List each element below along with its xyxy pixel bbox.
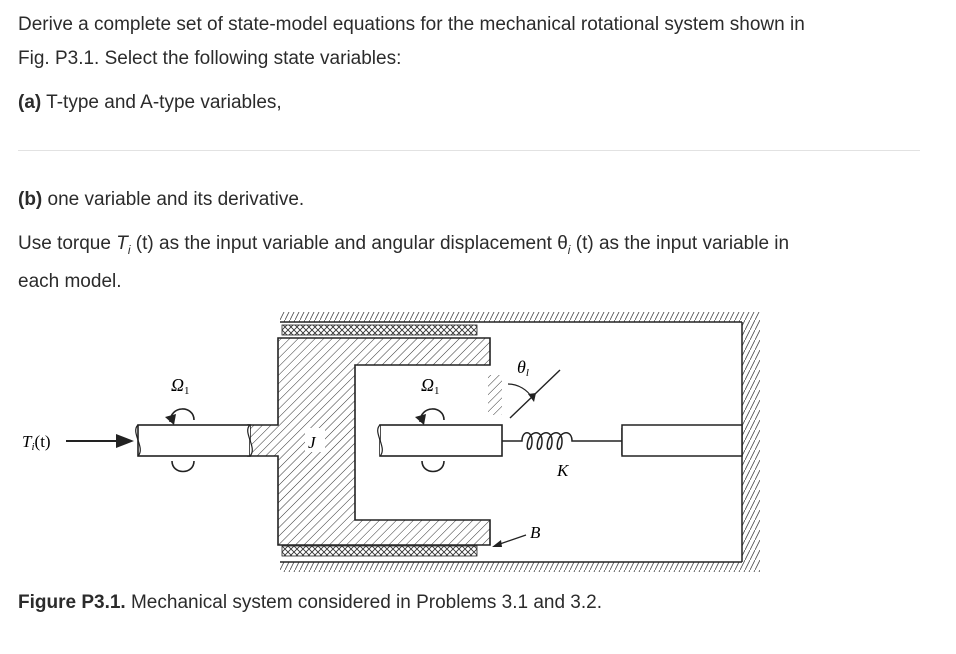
input-variable-statement-end: each model.: [18, 271, 122, 292]
torque-label: Ti(t): [22, 432, 51, 453]
omega-right-label: Ω1: [421, 375, 440, 397]
spring-K-label: K: [557, 461, 569, 480]
torque-arrow-head: [116, 434, 134, 448]
omega-left-arrow-bottom: [172, 461, 194, 472]
part-b-text: one variable and its derivative.: [42, 189, 305, 210]
theta-wall: [488, 375, 502, 415]
figure-caption-text: Mechanical system considered in Problems 3.1 and 3.2.: [125, 592, 603, 613]
omega-right-arrow-bottom: [422, 461, 444, 472]
bearing-bottom: [282, 546, 477, 556]
input-variable-statement: Use torque $T_i$ (t) as the input variable and angular displacement $\theta_i$ (t) as the input variable in: [18, 233, 790, 257]
spring-K: [502, 433, 622, 450]
ground-top: [280, 312, 760, 322]
part-a-text: T-type and A-type variables,: [41, 92, 282, 113]
ground-bottom: [280, 562, 760, 572]
figure-caption: [18, 592, 602, 614]
bearing-top: [282, 325, 477, 335]
problem-line-1: Derive a complete set of state-model equations for the mechanical rotational system shown in: [18, 14, 805, 35]
theta-label: θl: [517, 357, 529, 379]
inner-shaft: [380, 425, 502, 456]
omega-left-label: Ω1: [171, 375, 190, 397]
ground-right: [742, 322, 760, 562]
figure-caption-label: Figure P3.1.: [18, 592, 126, 613]
problem-line-2: Fig. P3.1. Select the following state variables:: [18, 48, 402, 69]
part-a-label: (a): [18, 92, 42, 113]
right-block: [622, 425, 742, 456]
input-shaft: [138, 425, 250, 456]
torque-symbol: T: [116, 233, 128, 254]
damper-B-label: B: [530, 523, 541, 542]
part-b-label: (b): [18, 189, 43, 210]
inertia-J-label: J: [308, 433, 316, 452]
